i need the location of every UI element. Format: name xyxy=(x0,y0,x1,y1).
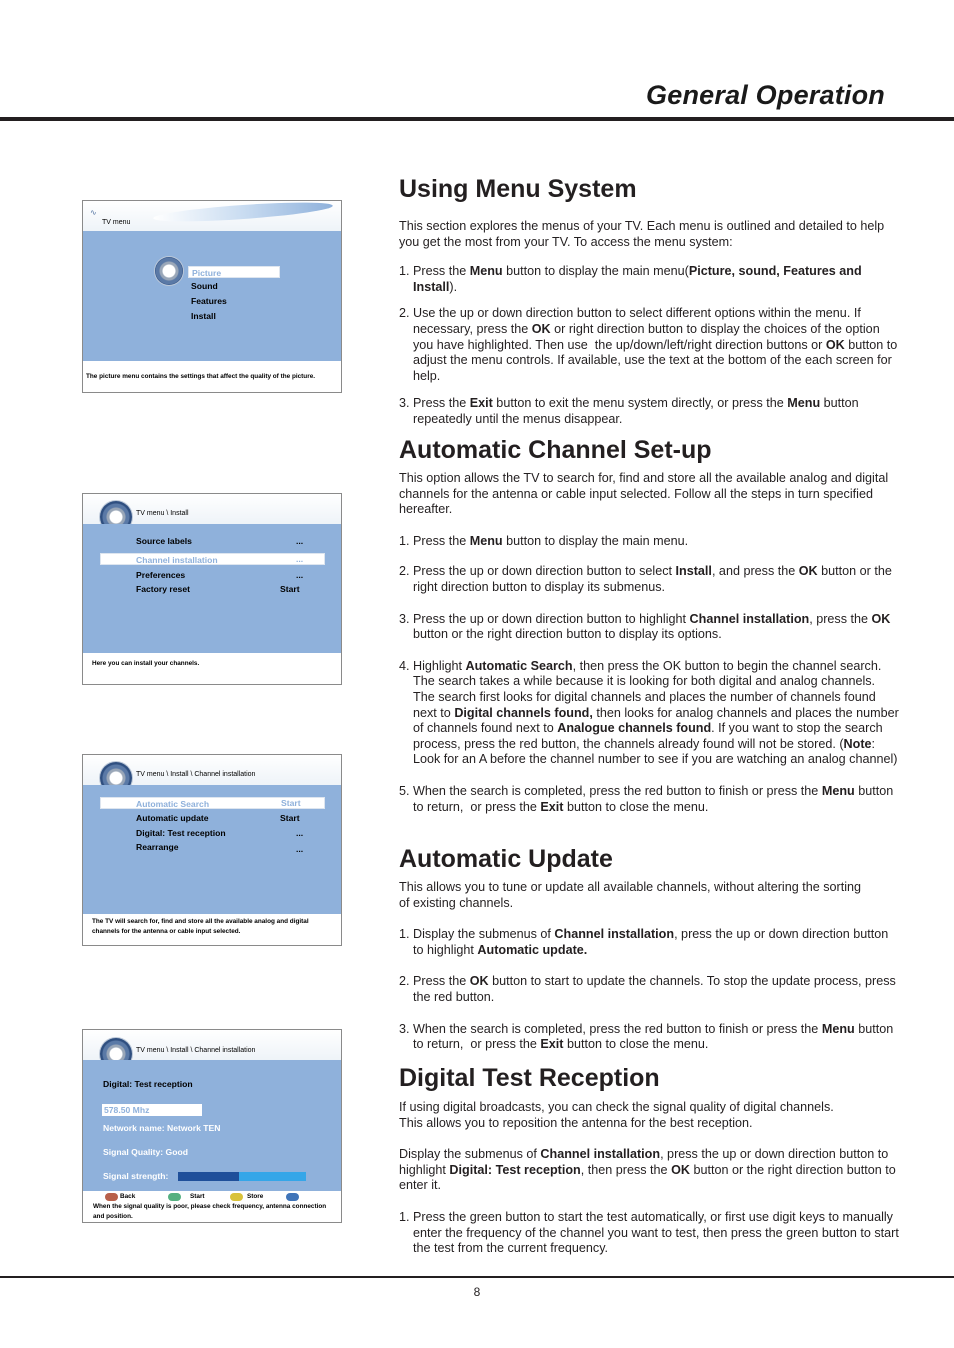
blue-button-icon[interactable] xyxy=(286,1193,299,1201)
menu-row-factory-reset[interactable]: Factory reset xyxy=(136,584,190,594)
menu-step-3: 3. Press the Exit button to exit the menu system directly, or press the Menu button repeatedly until the menus disappear. xyxy=(399,396,859,426)
green-button-icon[interactable] xyxy=(168,1193,181,1201)
menu-row-digital-test-reception[interactable]: Digital: Test reception xyxy=(136,828,226,838)
section-heading-update: Automatic Update xyxy=(399,845,613,873)
signal-quality: Signal Quality: Good xyxy=(103,1147,188,1157)
network-name: Network name: Network TEN xyxy=(103,1123,221,1133)
signal-strength-label: Signal strength: xyxy=(103,1171,169,1181)
store-label: Store xyxy=(247,1193,264,1200)
page-number: 8 xyxy=(473,1285,481,1299)
menu-section-text xyxy=(399,219,899,428)
tv-menu-screenshot xyxy=(82,200,342,393)
update-step-1: 1. Display the submenus of Channel installation, press the up or down direction button to highlight Automatic update. xyxy=(399,927,889,957)
tv-help-area xyxy=(83,914,341,946)
tv-help-area xyxy=(83,653,341,685)
section-heading-digital: Digital Test Reception xyxy=(399,1064,660,1092)
menu-row-value: ... xyxy=(296,828,304,838)
tv-help-area xyxy=(83,361,341,393)
update-section-text xyxy=(399,880,899,1053)
menu-row-label: Channel installation xyxy=(136,555,218,565)
digital-step-1: 1. Press the green button to start the test automatically, or first use digit keys to manually enter the frequency of the channel you want to test, then press the green button to start the test from the current frequency. xyxy=(399,1209,899,1256)
start-label: Start xyxy=(190,1193,205,1200)
tv-menu-body xyxy=(83,785,341,914)
header-rule xyxy=(0,117,954,121)
section-heading-channel: Automatic Channel Set-up xyxy=(399,436,712,464)
tv-help-text: Here you can install your channels. xyxy=(92,660,200,667)
channel-step-2: 2. Press the up or down direction button to select Install, and press the OK button or the right direction button to display its submenus. xyxy=(399,564,892,594)
tv-logo-icon: ∿ xyxy=(90,208,97,217)
footer-rule xyxy=(0,1276,954,1278)
menu-row-value: ... xyxy=(296,554,304,564)
menu-item-install[interactable]: Install xyxy=(191,311,216,321)
menu-row-value: ... xyxy=(296,844,304,854)
menu-row-value: Start xyxy=(280,813,300,823)
menu-step-2: 2. Use the up or down direction button to select different options within the menu. If necessary, press the OK or right direction button to display the choices of the option you have highlighted. Then use the up/down/left/right direction buttons or OK button to adjust the menu controls. If available, use the text at the bottom of the each screen for help. xyxy=(399,306,898,383)
digital-intro: If using digital broadcasts, you can check the signal quality of digital channels. This allows you to reposition the antenna for the best reception. xyxy=(399,1100,834,1130)
menu-row-value: Start xyxy=(280,584,300,594)
digital-instruction: Display the submenus of Channel installation, press the up or down direction button to highlight Digital: Test reception, then press the OK button or the right direction button to enter it. xyxy=(399,1147,896,1193)
menu-row-value: ... xyxy=(296,536,304,546)
tv-install-screenshot xyxy=(82,493,342,685)
page-title: General Operation xyxy=(646,80,885,110)
menu-row-label: Automatic Search xyxy=(136,799,210,809)
tv-breadcrumb: TV menu \ Install xyxy=(136,510,189,517)
tv-digital-test-screenshot xyxy=(82,1029,342,1223)
tv-channel-installation-screenshot xyxy=(82,754,342,946)
tv-menu-body xyxy=(83,524,341,653)
menu-row-value: Start xyxy=(281,798,301,808)
section-heading-menu: Using Menu System xyxy=(399,175,637,203)
back-label: Back xyxy=(120,1193,136,1200)
channel-intro: This option allows the TV to search for, find and store all the available analog and digital channels for the antenna or cable input selected. Follow all the steps in turn specified hereafter. xyxy=(399,471,889,517)
channel-section-text xyxy=(399,471,899,815)
tv-menu-body xyxy=(83,231,341,361)
menu-row-preferences[interactable]: Preferences xyxy=(136,570,186,580)
menu-intro: This section explores the menus of your TV. Each menu is outlined and detailed to help you get the most from your TV. To access the menu system: xyxy=(399,219,885,249)
digital-section-text xyxy=(399,1100,899,1257)
yellow-button-icon[interactable] xyxy=(230,1193,243,1201)
tv-breadcrumb: TV menu \ Install \ Channel installation xyxy=(136,771,256,778)
swoosh-decoration xyxy=(153,200,334,225)
tv-help-text: The TV will search for, find and store all the available analog and digital channels for the antenna or cable input selected. xyxy=(92,918,309,935)
tv-breadcrumb: TV menu xyxy=(102,219,131,226)
tv-help-area xyxy=(83,1191,341,1223)
tv-breadcrumb: TV menu \ Install \ Channel installation xyxy=(136,1047,256,1054)
menu-row-automatic-update[interactable]: Automatic update xyxy=(136,813,209,823)
tv-help-text: The picture menu contains the settings that affect the quality of the picture. xyxy=(86,373,316,380)
update-step-3: 3. When the search is completed, press the red button to finish or press the Menu button to return, or press the Exit button to close the menu. xyxy=(399,1021,894,1052)
red-button-icon[interactable] xyxy=(105,1193,118,1201)
menu-item-picture[interactable] xyxy=(188,266,280,278)
menu-row-automatic-search[interactable] xyxy=(100,797,325,809)
update-intro: This allows you to tune or update all available channels, without altering the sorting of existing channels. xyxy=(399,880,862,910)
menu-row-rearrange[interactable]: Rearrange xyxy=(136,842,179,852)
frequency-value: 578.50 Mhz xyxy=(104,1105,150,1115)
menu-row-source-labels[interactable]: Source labels xyxy=(136,536,192,546)
menu-item-features[interactable]: Features xyxy=(191,296,227,306)
channel-step-3: 3. Press the up or down direction button to highlight Channel installation, press the OK button or the right direction button to display its options. xyxy=(399,611,891,642)
channel-step-4: 4. Highlight Automatic Search, then press the OK button to begin the channel search. The search takes a while because it is looking for both digital and analog channels. The search first looks for digital channels and places the number of channels found next to Digital channels found, then looks for analog channels and places the number of channels found next to Analogue channels found. If you want to stop the search process, press the red button, the channels already found will not be stored. (Note: Look for an A before the channel number to see if you are watching an analog channel) xyxy=(399,658,899,767)
frequency-input[interactable] xyxy=(102,1104,202,1116)
test-title: Digital: Test reception xyxy=(103,1079,193,1089)
menu-row-value: ... xyxy=(296,570,304,580)
menu-item-sound[interactable]: Sound xyxy=(191,281,218,291)
channel-step-5: 5. When the search is completed, press the red button to finish or press the Menu button to return, or press the Exit button to close the menu. xyxy=(399,783,894,814)
update-step-2: 2. Press the OK button to start to update the channels. To stop the update process, press the red button. xyxy=(399,974,896,1004)
tv-help-text: When the signal quality is poor, please check frequency, antenna connection and position. xyxy=(93,1203,327,1220)
menu-row-channel-installation[interactable] xyxy=(100,553,325,565)
tv-header xyxy=(83,201,341,231)
signal-strength-fill xyxy=(178,1172,239,1181)
channel-step-1: 1. Press the Menu button to display the main menu. xyxy=(399,533,689,548)
picture-icon xyxy=(155,257,183,285)
signal-strength-bar xyxy=(178,1172,306,1181)
tv-test-body xyxy=(83,1060,341,1191)
menu-item-label: Picture xyxy=(192,268,222,278)
menu-step-1: 1. Press the Menu button to display the main menu(Picture, sound, Features and Install). xyxy=(399,264,862,294)
